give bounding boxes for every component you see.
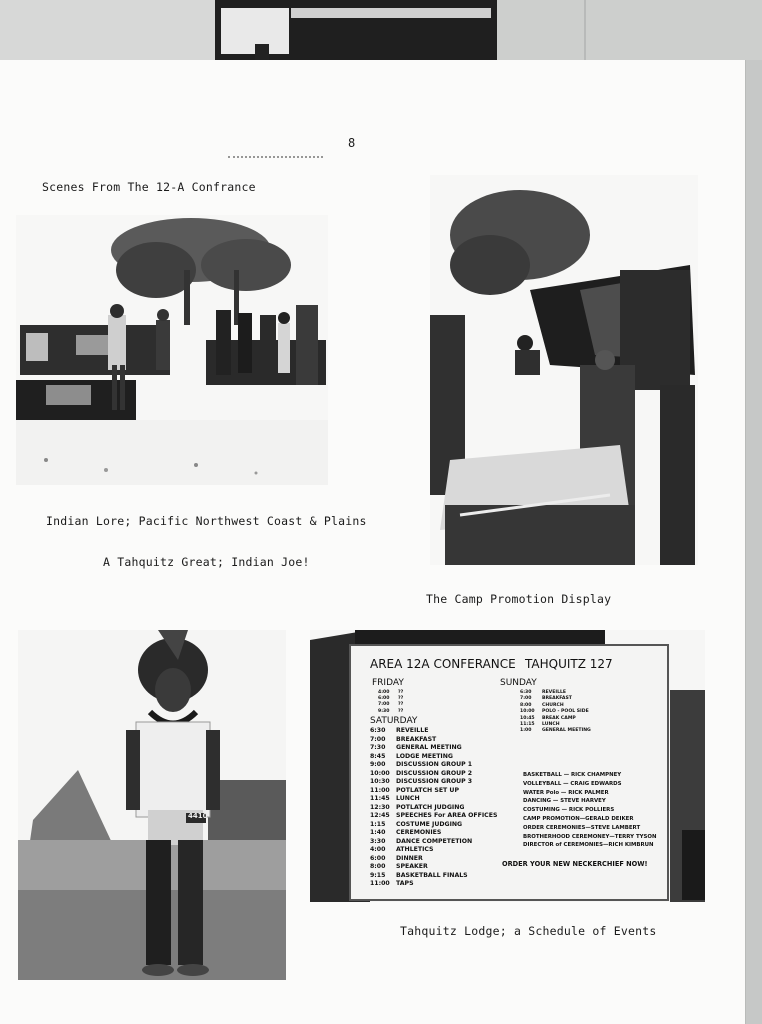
- schedule-time: 12:30: [370, 803, 390, 811]
- schedule-row: [520, 728, 591, 733]
- schedule-event: GENERAL MEETING: [542, 728, 591, 734]
- schedule-row: [370, 880, 414, 887]
- schedule-event: DISCUSSION GROUP 3: [396, 778, 473, 785]
- schedule-event: POLO - POOL SIDE: [542, 709, 589, 715]
- scanner-right-strip: [745, 60, 762, 1024]
- schedule-event: ??: [398, 708, 404, 714]
- page-number: 8: [348, 136, 356, 150]
- schedule-row: [520, 709, 589, 714]
- film-holder: [215, 0, 497, 60]
- board-title: AREA 12A CONFERANCE: [370, 657, 516, 671]
- photo-schedule-board: [310, 630, 705, 902]
- schedule-row: [378, 690, 403, 695]
- schedule-event: ??: [398, 702, 404, 708]
- schedule-time: 10:30: [370, 778, 390, 785]
- schedule-time: 4:00: [370, 846, 386, 853]
- schedule-event: POTLATCH JUDGING: [396, 803, 465, 811]
- schedule-time: 7:00: [520, 696, 532, 702]
- schedule-event: ??: [398, 696, 404, 702]
- schedule-time: 11:00: [370, 786, 390, 794]
- schedule-event: REVEILLE: [542, 690, 567, 695]
- schedule-row: [370, 787, 459, 794]
- schedule-row: [378, 702, 403, 707]
- schedule-row: [520, 703, 564, 708]
- schedule-time: 8:00: [520, 702, 532, 708]
- schedule-time: 1:15: [370, 820, 386, 828]
- film-notch: [255, 44, 269, 60]
- board-footer: ORDER YOUR NEW NECKERCHIEF NOW!: [502, 860, 648, 868]
- scanner-bed-left: [0, 0, 215, 60]
- schedule-time: 8:00: [370, 863, 386, 870]
- schedule-time: 1:40: [370, 829, 386, 836]
- schedule-time: 9:00: [370, 761, 386, 768]
- schedule-event: BASKETBALL FINALS: [396, 871, 468, 879]
- schedule-row: [370, 744, 462, 751]
- schedule-row: [370, 736, 436, 743]
- chairman-row: BASKETBALL — RICK CHAMPNEY: [523, 772, 622, 778]
- schedule-event: LUNCH: [396, 795, 420, 802]
- schedule-event: GENERAL MEETING: [396, 744, 462, 751]
- schedule-time: 6:30: [520, 690, 532, 695]
- schedule-time: 4:00: [378, 690, 390, 695]
- schedule-time: 9:15: [370, 871, 386, 879]
- schedule-row: [370, 872, 468, 879]
- caption-indian-lore: Indian Lore; Pacific Northwest Coast & Plains: [46, 514, 367, 528]
- schedule-time: 10:00: [370, 769, 390, 777]
- schedule-time: 6:30: [370, 727, 386, 734]
- schedule-row: [370, 761, 472, 768]
- schedule-event: POTLATCH SET UP: [396, 786, 459, 794]
- schedule-row: [370, 855, 423, 862]
- schedule-row: [378, 696, 403, 701]
- schedule-event: LODGE MEETING: [396, 752, 453, 760]
- schedule-event: SPEECHES For AREA OFFICES: [396, 812, 498, 819]
- schedule-row: [520, 690, 566, 695]
- scanner-seam: [584, 0, 586, 60]
- schedule-row: [370, 821, 462, 828]
- schedule-time: 11:00: [370, 880, 390, 887]
- schedule-time: 6:00: [378, 696, 390, 702]
- schedule-event: BREAK CAMP: [542, 715, 576, 721]
- document-page: [0, 60, 745, 1024]
- schedule-row: [370, 804, 464, 811]
- schedule-row: [370, 829, 441, 836]
- film-strip: [291, 8, 491, 18]
- scanner-top-strip: [0, 0, 762, 60]
- ink-smudge: [228, 156, 323, 162]
- saturday-label: SATURDAY: [370, 716, 418, 726]
- schedule-row: [370, 753, 453, 760]
- schedule-row: [370, 795, 420, 802]
- photo-indian-lore: [16, 215, 328, 485]
- schedule-time: 10:00: [520, 709, 535, 715]
- photo-indian-joe: [18, 630, 286, 980]
- schedule-row: [378, 709, 403, 714]
- schedule-event: DISCUSSION GROUP 2: [396, 769, 473, 777]
- schedule-time: 12:45: [370, 812, 390, 819]
- schedule-event: TAPS: [396, 880, 414, 887]
- schedule-row: [370, 863, 428, 870]
- schedule-event: CEREMONIES: [396, 829, 442, 836]
- schedule-time: 7:00: [378, 702, 390, 708]
- schedule-time: 7:00: [370, 735, 386, 743]
- caption-camp-promotion: The Camp Promotion Display: [426, 592, 612, 606]
- chairman-row: BROTHERHOOD CEREMONEY—TERRY TYSON: [523, 833, 657, 840]
- schedule-event: ??: [398, 690, 404, 695]
- schedule-row: [520, 716, 576, 721]
- caption-tahquitz-great: A Tahquitz Great; Indian Joe!: [103, 555, 310, 569]
- page-heading: Scenes From The 12-A Confrance: [42, 180, 256, 194]
- schedule-time: 11:15: [520, 722, 535, 727]
- chairman-row: DIRECTOR of CEREMONIES—RICH KIMBRUN: [523, 842, 654, 849]
- schedule-row: [370, 846, 434, 853]
- schedule-row: [520, 696, 572, 701]
- schedule-row: [370, 812, 497, 819]
- schedule-event: LUNCH: [542, 722, 560, 727]
- costume-badge: 4410: [188, 812, 208, 820]
- chairman-row: WATER Polo — RICK PALMER: [523, 789, 609, 796]
- schedule-time: 10:45: [520, 715, 535, 721]
- schedule-time: 7:30: [370, 744, 386, 751]
- schedule-row: [370, 778, 472, 785]
- scanner-bed-right: [497, 0, 762, 60]
- board-lodge: TAHQUITZ 127: [525, 657, 613, 671]
- schedule-time: 9:30: [378, 708, 390, 714]
- schedule-event: BREAKFAST: [396, 735, 437, 743]
- chairman-row: DANCING — STEVE HARVEY: [523, 798, 606, 805]
- schedule-event: COSTUME JUDGING: [396, 820, 463, 828]
- schedule-event: SPEAKER: [396, 863, 428, 870]
- chairman-row: CAMP PROMOTION—GERALD DEIKER: [523, 816, 634, 822]
- schedule-event: DISCUSSION GROUP 1: [396, 761, 473, 768]
- schedule-time: 6:00: [370, 854, 386, 862]
- chairman-row: COSTUMING — RICK POLLIERS: [523, 807, 615, 814]
- chairman-row: VOLLEYBALL — CRAIG EDWARDS: [523, 780, 622, 787]
- caption-schedule: Tahquitz Lodge; a Schedule of Events: [400, 924, 657, 938]
- schedule-time: 8:45: [370, 752, 386, 760]
- friday-label: FRIDAY: [372, 678, 404, 688]
- schedule-time: 1:00: [520, 728, 532, 734]
- chairman-row: ORDER CEREMONIES—STEVE LAMBERT: [523, 824, 641, 831]
- schedule-row: [370, 770, 472, 777]
- schedule-time: 3:30: [370, 837, 386, 845]
- schedule-time: 11:45: [370, 795, 390, 802]
- schedule-row: [520, 722, 560, 727]
- schedule-event: ATHLETICS: [396, 846, 434, 853]
- schedule-row: [370, 727, 428, 734]
- schedule-row: [370, 838, 472, 845]
- schedule-event: DINNER: [396, 854, 423, 862]
- sunday-label: SUNDAY: [500, 678, 537, 688]
- schedule-event: DANCE COMPETETION: [396, 837, 473, 845]
- schedule-event: REVEILLE: [396, 727, 429, 734]
- schedule-event: BREAKFAST: [542, 696, 572, 702]
- photo-camp-promotion: [430, 175, 698, 565]
- schedule-event: CHURCH: [542, 702, 564, 708]
